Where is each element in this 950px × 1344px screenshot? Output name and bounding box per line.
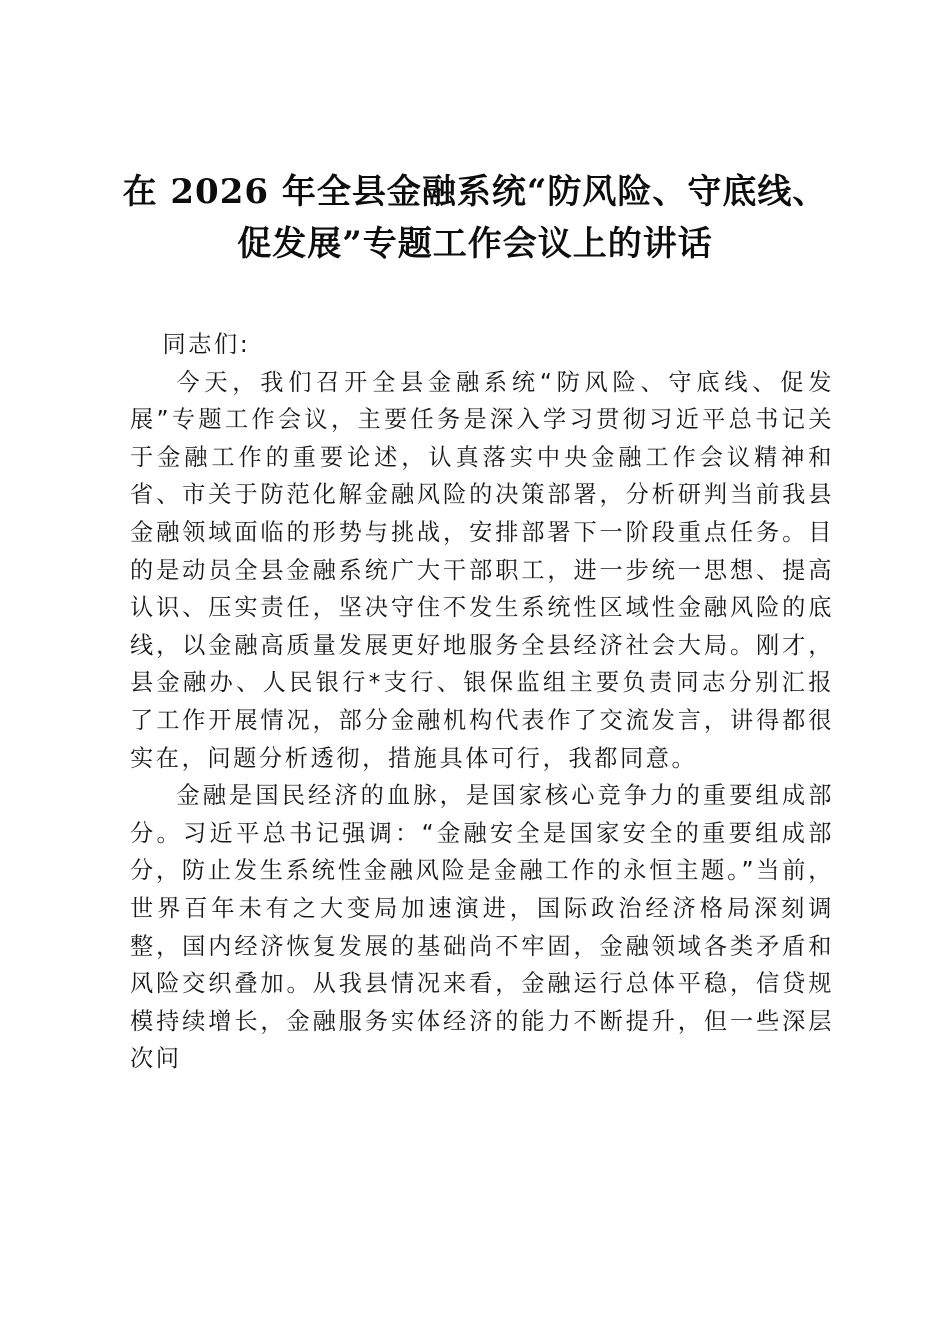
document-body [130,326,834,1078]
document-title-line-1: 在 2026 年全县金融系统“防风险、守底线、 [122,172,828,212]
paragraph-1: 今天，我们召开全县金融系统“防风险、守底线、促发展”专题工作会议，主要任务是深入学习贯彻习近平总书记关于金融工作的重要论述，认真落实中央金融工作会议精神和省、市关于防范化解金融风险的决策部署，分析研判当前我县金融领域面临的形势与挑战，安排部署下一阶段重点任务。目的是动员全县金融系统广大干部职工，进一步统一思想、提高认识、压实责任，坚决守住不发生系统性区域性金融风险的底线，以金融高质量发展更好地服务全县经济社会大局。刚才，县金融办、人民银行*支行、银保监组主要负责同志分别汇报了工作开展情况，部分金融机构代表作了交流发言，讲得都很实在，问题分析透彻，措施具体可行，我都同意。 [130,368,834,772]
document-title-line-2: 促发展”专题工作会议上的讲话 [237,224,713,264]
greeting: 同志们: [162,331,251,358]
paragraph-2: 金融是国民经济的血脉，是国家核心竞争力的重要组成部分。习近平总书记强调：“金融安全是国家安全的重要组成部分，防止发生系统性金融风险是金融工作的永恒主题。”当前，世界百年未有之大变局加速演进，国际政治经济格局深刻调整，国内经济恢复发展的基础尚不牢固，金融领域各类矛盾和风险交织叠加。从我县情况来看，金融运行总体平稳，信贷规模持续增长，金融服务实体经济的能力不断提升，但一些深层次问 [130,782,834,1073]
